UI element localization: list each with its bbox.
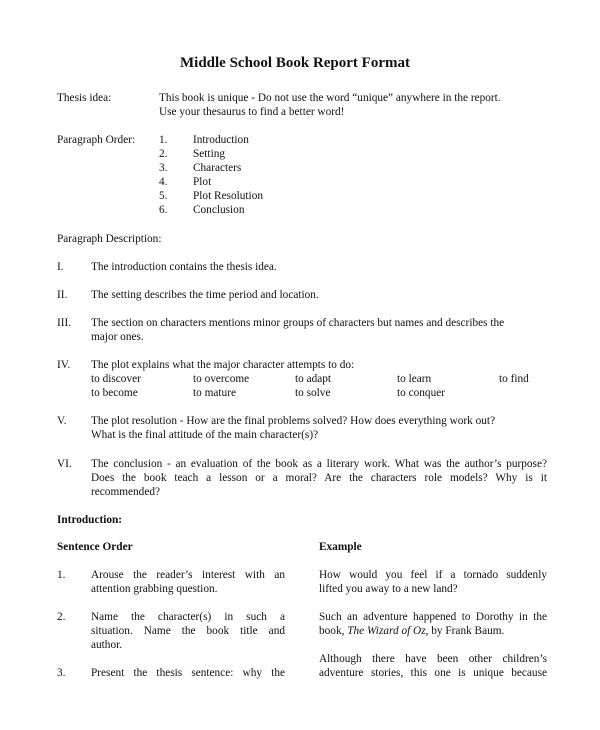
plot-goal: to conquer: [397, 387, 445, 399]
roman-numeral: III.: [57, 317, 72, 329]
sentence-number: 3.: [57, 667, 66, 679]
description-text: The section on characters mentions minor groups of characters but names and describes the: [91, 317, 505, 329]
description-text: The plot explains what the major character attempts to do:: [91, 359, 355, 371]
sentence-text: attention grabbing question.: [91, 583, 218, 595]
thesis-line-2: Use your thesaurus to find a better word!: [159, 106, 345, 118]
order-number: 6.: [159, 204, 168, 216]
order-number: 5.: [159, 190, 168, 202]
example-text: How would you feel if a tornado suddenly: [319, 569, 547, 581]
order-number: 3.: [159, 162, 168, 174]
example-text-post: , by Frank Baum.: [425, 625, 505, 637]
description-text: recommended?: [91, 486, 161, 498]
plot-goal: to find: [499, 373, 529, 385]
roman-numeral: IV.: [57, 359, 71, 371]
description-text: major ones.: [91, 331, 144, 343]
order-number: 2.: [159, 148, 168, 160]
order-number: 4.: [159, 176, 168, 188]
sentence-text: Arouse the reader’s interest with an: [91, 569, 285, 581]
order-item: Characters: [193, 162, 242, 174]
description-text: What is the final attitude of the main character(s)?: [91, 429, 319, 441]
plot-goal: to mature: [193, 387, 236, 399]
sentence-number: 1.: [57, 569, 66, 581]
sentence-number: 2.: [57, 611, 66, 623]
sentence-order-header: Sentence Order: [57, 541, 133, 553]
example-text: Such an adventure happened to Dorothy in the: [319, 611, 547, 623]
roman-numeral: V.: [57, 415, 67, 427]
example-text-pre: book,: [319, 625, 345, 637]
plot-goal: to discover: [91, 373, 141, 385]
description-text: The plot resolution - How are the final problems solved? How does everything work out?: [91, 415, 496, 427]
roman-numeral: II.: [57, 289, 68, 301]
description-text: Does the book teach a lesson or a moral? Are the characters role models? Why is it: [91, 472, 547, 484]
plot-goal: to learn: [397, 373, 432, 385]
example-text: lifted you away to a new land?: [319, 583, 458, 595]
order-item: Introduction: [193, 134, 249, 146]
page-title: Middle School Book Report Format: [180, 55, 410, 71]
order-item: Setting: [193, 148, 226, 160]
introduction-heading: Introduction:: [57, 514, 123, 526]
example-header: Example: [319, 541, 362, 553]
description-text: The setting describes the time period and location.: [91, 289, 319, 301]
thesis-label: Thesis idea:: [57, 92, 112, 104]
roman-numeral: VI.: [57, 458, 72, 470]
book-title: The Wizard of Oz: [347, 625, 426, 637]
order-item: Plot Resolution: [193, 190, 263, 202]
plot-goal: to adapt: [295, 373, 332, 385]
roman-numeral: I.: [57, 261, 64, 273]
order-item: Plot: [193, 176, 212, 188]
plot-goal: to become: [91, 387, 138, 399]
sentence-text: Name the character(s) in such a: [91, 611, 285, 623]
paragraph-description-label: Paragraph Description:: [57, 233, 162, 245]
example-text: adventure stories, this one is unique because: [319, 667, 547, 679]
description-text: The introduction contains the thesis idea.: [91, 261, 277, 273]
order-number: 1.: [159, 134, 168, 146]
sentence-text: author.: [91, 639, 123, 651]
example-text: [319, 624, 504, 638]
plot-goal: to overcome: [193, 373, 250, 385]
paragraph-order-label: Paragraph Order:: [57, 134, 136, 146]
plot-goal: to solve: [295, 387, 331, 399]
order-item: Conclusion: [193, 204, 245, 216]
description-text: The conclusion - an evaluation of the book as a literary work. What was the author’s purpose?: [91, 458, 547, 470]
sentence-text: Present the thesis sentence: why the: [91, 667, 285, 679]
example-text: Although there have been other children’s: [319, 653, 547, 665]
thesis-line-1: This book is unique - Do not use the word “unique” anywhere in the report.: [159, 92, 501, 104]
sentence-text: situation. Name the book title and: [91, 625, 285, 637]
